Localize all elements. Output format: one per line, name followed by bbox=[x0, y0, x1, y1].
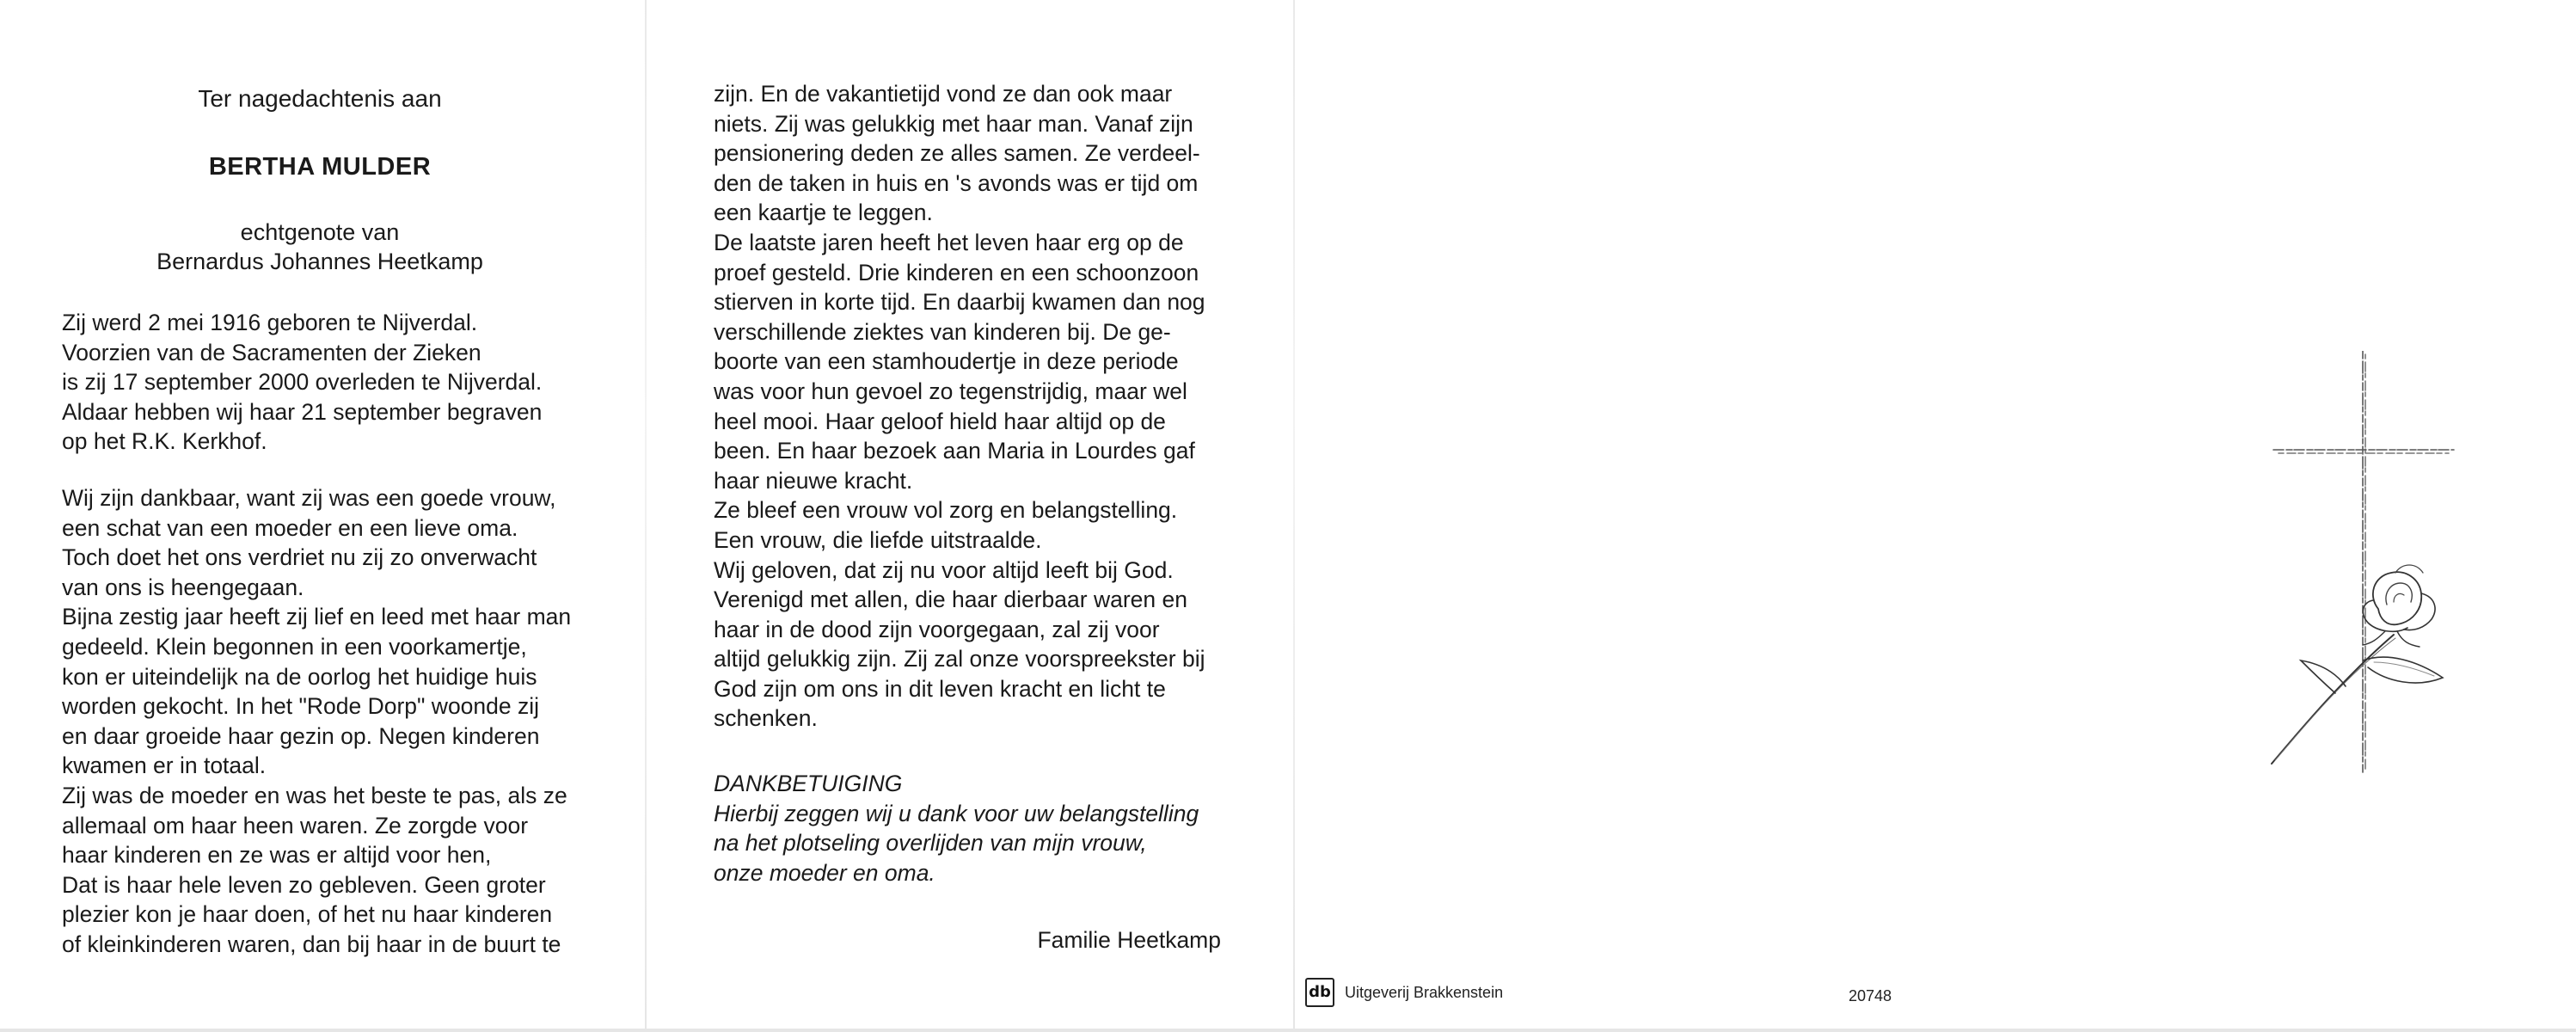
text-line: Zij werd 2 mei 1916 geboren te Nijverdal. bbox=[62, 310, 478, 335]
biography-facts bbox=[62, 308, 578, 457]
text-line: kwamen er in totaal. bbox=[62, 752, 267, 779]
text-line: proef gesteld. Drie kinderen en een schoonzoon bbox=[714, 259, 1199, 286]
text-line: een kaartje te leggen. bbox=[714, 200, 933, 226]
text-line: is zij 17 september 2000 overleden te Nijverdal. bbox=[62, 369, 543, 396]
text-line: Toch doet het ons verdriet nu zij zo onverwacht bbox=[62, 544, 537, 571]
text-line: zijn. En de vakantietijd vond ze dan ook maar bbox=[714, 81, 1173, 107]
text-line: den de taken in huis en 's avonds was er tijd om bbox=[714, 169, 1199, 196]
text-line: plezier kon je haar doen, of het nu haar kinderen bbox=[62, 901, 553, 928]
memorial-intro: Ter nagedachtenis aan bbox=[198, 85, 442, 112]
publisher-logo: db bbox=[1305, 978, 1334, 1007]
text-line: op het R.K. Kerkhof. bbox=[62, 428, 267, 455]
text-line: Bijna zestig jaar heeft zij lief en leed met haar man bbox=[62, 604, 572, 630]
text-line: altijd gelukkig zijn. Zij zal onze voorspreekster bij bbox=[714, 646, 1205, 673]
text-line: allemaal om haar heen waren. Ze zorgde voor bbox=[62, 812, 529, 838]
catalog-number: 20748 bbox=[1849, 987, 1892, 1004]
spouse-name: Bernardus Johannes Heetkamp bbox=[156, 249, 483, 274]
left-panel bbox=[62, 0, 578, 1032]
text-line: Een vrouw, die liefde uitstraalde. bbox=[714, 526, 1042, 553]
text-line: Ze bleef een vrouw vol zorg en belangstelling. bbox=[714, 497, 1178, 524]
publisher bbox=[1305, 977, 1503, 1008]
biography-continued bbox=[714, 79, 1221, 734]
text-line: Verenigd met allen, die haar dierbaar waren en bbox=[714, 587, 1187, 613]
text-line: stierven in korte tijd. En daarbij kwamen dan nog bbox=[714, 289, 1205, 316]
text-line: of kleinkinderen waren, dan bij haar in de buurt te bbox=[62, 931, 561, 957]
text-line: haar nieuwe kracht. bbox=[714, 467, 913, 494]
fold-line-left bbox=[645, 0, 647, 1032]
text-line: Zij was de moeder en was het beste te pas, als ze bbox=[62, 782, 567, 808]
text-line: gedeeld. Klein begonnen in een voorkamertje, bbox=[62, 633, 527, 660]
text-line: pensionering deden ze alles samen. Ze verdeel- bbox=[714, 140, 1200, 167]
text-line: schenken. bbox=[714, 705, 818, 732]
right-panel bbox=[1295, 0, 2576, 1032]
text-line: Hierbij zeggen wij u dank voor uw belangstelling bbox=[714, 800, 1199, 826]
spouse-info bbox=[62, 218, 578, 276]
text-line: van ons is heengegaan. bbox=[62, 574, 304, 600]
text-line: een schat van een moeder en een lieve oma. bbox=[62, 514, 518, 541]
deceased-name: BERTHA MULDER bbox=[208, 153, 432, 181]
text-line: kon er uiteindelijk na de oorlog het huidige huis bbox=[62, 663, 537, 690]
text-line: niets. Zij was gelukkig met haar man. Vanaf zijn bbox=[714, 110, 1193, 137]
text-line: worden gekocht. In het "Rode Dorp" woonde zij bbox=[62, 693, 540, 720]
publisher-name: Uitgeverij Brakkenstein bbox=[1345, 983, 1504, 1001]
text-line: boorte van een stamhoudertje in deze periode bbox=[714, 348, 1179, 375]
text-line: Wij geloven, dat zij nu voor altijd leeft bij God. bbox=[714, 556, 1174, 583]
spouse-intro: echtgenote van bbox=[240, 219, 400, 245]
acknowledgement bbox=[714, 769, 1221, 888]
text-line: en daar groeide haar gezin op. Negen kinderen bbox=[62, 722, 540, 749]
biography-story bbox=[62, 483, 578, 960]
text-line: God zijn om ons in dit leven kracht en licht te bbox=[714, 675, 1166, 702]
text-line: haar in de dood zijn voorgegaan, zal zij voor bbox=[714, 616, 1160, 642]
middle-panel bbox=[714, 0, 1221, 1032]
family-signature: Familie Heetkamp bbox=[1037, 927, 1221, 953]
text-line: Dat is haar hele leven zo gebleven. Geen groter bbox=[62, 871, 546, 898]
text-line: De laatste jaren heeft het leven haar erg op de bbox=[714, 229, 1184, 255]
text-line: was voor hun gevoel zo tegenstrijdig, maar wel bbox=[714, 378, 1187, 404]
text-line: onze moeder en oma. bbox=[714, 859, 935, 886]
text-line: Voorzien van de Sacramenten der Zieken bbox=[62, 339, 481, 366]
text-line: verschillende ziektes van kinderen bij. De ge- bbox=[714, 318, 1171, 345]
text-line: Wij zijn dankbaar, want zij was een goede vrouw, bbox=[62, 485, 556, 511]
text-line: na het plotseling overlijden van mijn vrouw, bbox=[714, 830, 1147, 857]
text-line: heel mooi. Haar geloof hield haar altijd op de bbox=[714, 408, 1166, 434]
text-line: Aldaar hebben wij haar 21 september begraven bbox=[62, 398, 543, 425]
cross-with-rose-icon bbox=[2266, 351, 2473, 781]
text-line: haar kinderen en ze was er altijd voor hen, bbox=[62, 842, 492, 869]
acknowledgement-heading: DANKBETUIGING bbox=[714, 771, 903, 796]
text-line: been. En haar bezoek aan Maria in Lourdes gaf bbox=[714, 438, 1195, 464]
